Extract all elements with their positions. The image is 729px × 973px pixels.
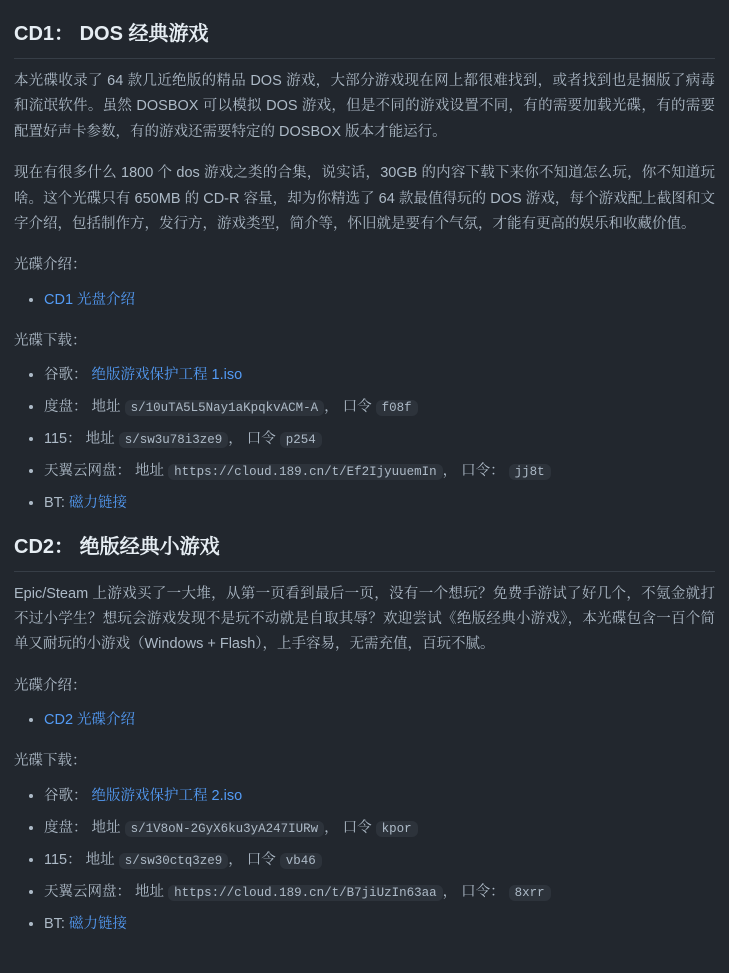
- password-label: 口令：: [461, 463, 505, 480]
- list-item: [44, 783, 715, 809]
- list-item: [44, 879, 715, 905]
- password-label: 口令: [342, 399, 372, 416]
- address-label: 地址: [135, 463, 165, 480]
- password-label: 口令: [246, 431, 276, 448]
- list-item: [44, 426, 715, 452]
- address-label: 地址: [91, 399, 121, 416]
- source-name-google: 谷歌：: [44, 787, 88, 804]
- 115-address-code-cd1[interactable]: s/sw3u78i3ze9: [119, 432, 229, 448]
- source-name-115: 115：: [44, 851, 82, 868]
- 115-password-code-cd2[interactable]: vb46: [280, 853, 322, 869]
- intro-list-cd1: [14, 287, 715, 313]
- password-label: 口令：: [461, 883, 505, 900]
- separator: ，: [228, 851, 243, 868]
- page-title-cd1: CD1： DOS 经典游戏: [14, 20, 715, 59]
- intro-list-cd2: [14, 707, 715, 733]
- address-label: 地址: [135, 883, 165, 900]
- section-cd2: [14, 533, 715, 937]
- cd1-intro-link[interactable]: CD1 光盘介绍: [44, 291, 136, 308]
- baidu-address-code-cd1[interactable]: s/10uTA5L5Nay1aKpqkvACM-A: [125, 400, 325, 416]
- tianyi-address-code-cd1[interactable]: https://cloud.189.cn/t/Ef2IjyuuemIn: [168, 464, 443, 480]
- download-label-cd1: 光碟下载：: [14, 332, 87, 349]
- separator: ，: [442, 883, 458, 900]
- google-iso-link-cd1[interactable]: 绝版游戏保护工程 1.iso: [91, 367, 243, 384]
- page-title-cd2: CD2： 绝版经典小游戏: [14, 533, 715, 572]
- source-name-bt: BT:: [44, 495, 65, 512]
- source-name-bt: BT:: [44, 915, 65, 932]
- paragraph-cd1-2: 现在有很多什么 1800 个 dos 游戏之类的合集，说实话，30GB 的内容下载下来你不知道怎么玩，你不知道玩啥。这个光碟只有 650MB 的 CD-R 容量，却为你精选了 64 款最值得玩的 DOS 游戏，每个游戏配上截图和文字介绍，包括制作方，发行方，游戏类型，简介等，怀旧就是要有个气氛，才能有更高的娱乐和收藏价值。: [14, 165, 715, 232]
- separator: ，: [324, 399, 339, 416]
- cd2-intro-link[interactable]: CD2 光碟介绍: [44, 712, 136, 729]
- list-item: [44, 815, 715, 841]
- password-label: 口令: [342, 819, 372, 836]
- list-item: [44, 287, 715, 313]
- list-item: [44, 458, 715, 484]
- password-label: 口令: [246, 851, 276, 868]
- tianyi-password-code-cd1[interactable]: jj8t: [509, 464, 551, 480]
- list-item: [44, 362, 715, 388]
- list-item: [44, 847, 715, 873]
- download-list-cd1: [14, 362, 715, 516]
- baidu-address-code-cd2[interactable]: s/1V8oN-2GyX6ku3yA247IURw: [125, 821, 325, 837]
- download-label-cd2: 光碟下载：: [14, 753, 87, 770]
- address-label: 地址: [91, 819, 121, 836]
- list-item: [44, 911, 715, 937]
- paragraph-cd1-1: 本光碟收录了 64 款几近绝版的精品 DOS 游戏，大部分游戏现在网上都很难找到，或者找到也是捆版了病毒和流氓软件。虽然 DOSBOX 可以模拟 DOS 游戏，但是不同的游戏设置不同，有的需要加载光碟，有的需要配置好声卡参数，有的游戏还需要特定的 DOSBOX 版本才能运行。: [14, 73, 715, 140]
- address-label: 地址: [85, 851, 115, 868]
- separator: ，: [324, 819, 339, 836]
- baidu-password-code-cd2[interactable]: kpor: [376, 821, 418, 837]
- list-item: [44, 490, 715, 516]
- source-name-google: 谷歌：: [44, 367, 88, 384]
- section-cd1: [14, 20, 715, 517]
- google-iso-link-cd2[interactable]: 绝版游戏保护工程 2.iso: [91, 787, 243, 804]
- 115-password-code-cd1[interactable]: p254: [280, 432, 322, 448]
- address-label: 地址: [85, 431, 115, 448]
- separator: ，: [228, 431, 243, 448]
- paragraph-cd2-1: Epic/Steam 上游戏买了一大堆，从第一页看到最后一页，没有一个想玩？免费手游试了好几个，不氪金就打不过小学生？想玩会游戏发现不是玩不动就是自取其辱？欢迎尝试《绝版经典小游戏》，本光碟包含一百个简单又耐玩的小游戏（Windows + Flash），上手容易，无需充值，百玩不腻。: [14, 585, 715, 653]
- 115-address-code-cd2[interactable]: s/sw30ctq3ze9: [119, 853, 229, 869]
- download-list-cd2: [14, 783, 715, 937]
- baidu-password-code-cd1[interactable]: f08f: [376, 400, 418, 416]
- intro-label-cd2: 光碟介绍：: [14, 677, 87, 694]
- source-name-115: 115：: [44, 431, 82, 448]
- list-item: [44, 394, 715, 420]
- magnet-link-cd1[interactable]: 磁力链接: [68, 495, 127, 512]
- source-name-baidu: 度盘：: [44, 399, 88, 416]
- intro-label-cd1: 光碟介绍：: [14, 257, 87, 274]
- source-name-tianyi: 天翼云网盘：: [44, 463, 131, 480]
- list-item: [44, 707, 715, 733]
- source-name-tianyi: 天翼云网盘：: [44, 883, 131, 900]
- tianyi-address-code-cd2[interactable]: https://cloud.189.cn/t/B7jiUzIn63aa: [168, 885, 443, 901]
- magnet-link-cd2[interactable]: 磁力链接: [68, 915, 127, 932]
- source-name-baidu: 度盘：: [44, 819, 88, 836]
- tianyi-password-code-cd2[interactable]: 8xrr: [509, 885, 551, 901]
- separator: ，: [442, 463, 458, 480]
